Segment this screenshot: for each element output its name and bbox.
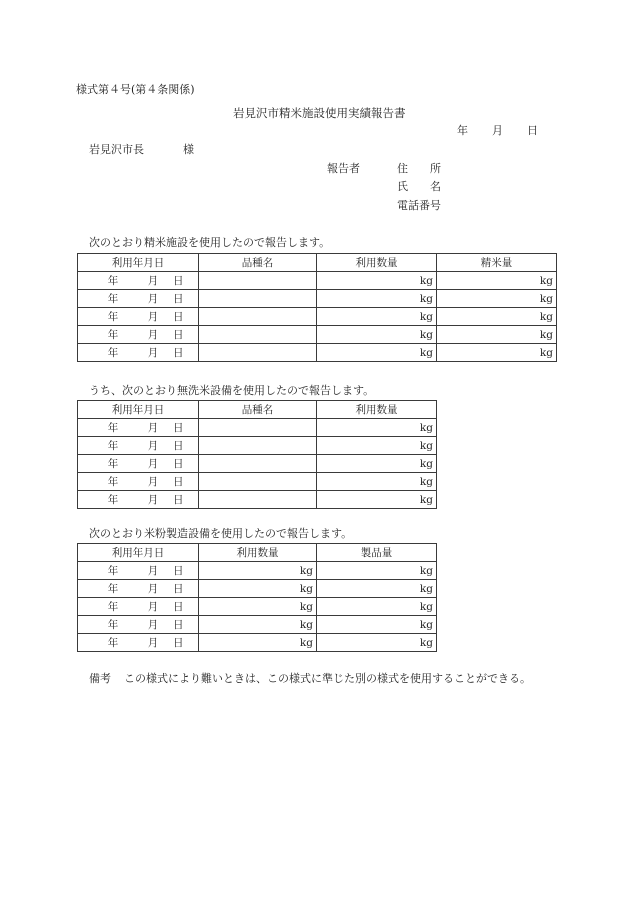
report-date-month: 月 xyxy=(492,124,503,137)
column-header: 利用年月日 xyxy=(78,544,199,562)
addressee-honorific: 様 xyxy=(183,143,194,156)
table-row xyxy=(78,290,557,308)
product-quantity-cell: kg xyxy=(317,580,437,598)
variety-cell xyxy=(199,326,317,344)
variety-cell xyxy=(199,491,317,509)
table-row xyxy=(78,634,437,652)
date-year: 年 xyxy=(107,493,119,506)
date-year: 年 xyxy=(107,618,119,631)
report-date-year: 年 xyxy=(457,124,468,137)
usage-date-cell xyxy=(78,562,199,580)
note-label: 備考 xyxy=(89,672,111,685)
date-day: 日 xyxy=(173,346,184,359)
usage-quantity-cell: kg xyxy=(317,344,437,362)
column-header: 利用数量 xyxy=(317,401,437,419)
date-month: 月 xyxy=(147,421,159,434)
reporter-label: 報告者 xyxy=(327,162,360,175)
date-month: 月 xyxy=(147,310,159,323)
date-day: 日 xyxy=(173,421,184,434)
table-row xyxy=(78,491,437,509)
reporter-phone-label: 電話番号 xyxy=(397,199,441,212)
column-header: 品種名 xyxy=(199,254,317,272)
usage-quantity-cell: kg xyxy=(317,491,437,509)
date-day: 日 xyxy=(173,582,184,595)
date-year: 年 xyxy=(107,457,119,470)
usage-quantity-cell: kg xyxy=(317,437,437,455)
usage-quantity-cell: kg xyxy=(317,290,437,308)
reporter-name-label: 氏 名 xyxy=(397,180,441,193)
variety-cell xyxy=(199,473,317,491)
date-year: 年 xyxy=(107,636,119,649)
variety-cell xyxy=(199,308,317,326)
usage-quantity-cell: kg xyxy=(317,326,437,344)
date-year: 年 xyxy=(107,475,119,488)
document-title: 岩見沢市精米施設使用実績報告書 xyxy=(233,106,406,120)
date-year: 年 xyxy=(107,439,119,452)
note-text: この様式により難いときは、この様式に準じた別の様式を使用することができる。 xyxy=(124,672,531,685)
usage-quantity-cell: kg xyxy=(317,419,437,437)
polished-quantity-cell: kg xyxy=(437,308,557,326)
polished-quantity-cell: kg xyxy=(437,272,557,290)
section2-intro: うち、次のとおり無洗米設備を使用したので報告します。 xyxy=(89,384,375,397)
variety-cell xyxy=(199,290,317,308)
date-day: 日 xyxy=(173,564,184,577)
usage-quantity-cell: kg xyxy=(317,308,437,326)
section2-table xyxy=(77,400,437,509)
table-row xyxy=(78,419,437,437)
usage-quantity-cell: kg xyxy=(199,580,317,598)
table-row xyxy=(78,344,557,362)
usage-date-cell xyxy=(78,580,199,598)
product-quantity-cell: kg xyxy=(317,598,437,616)
date-year: 年 xyxy=(107,346,119,359)
date-month: 月 xyxy=(147,493,159,506)
usage-date-cell xyxy=(78,437,199,455)
table-row xyxy=(78,437,437,455)
usage-date-cell xyxy=(78,344,199,362)
table-row xyxy=(78,616,437,634)
date-month: 月 xyxy=(147,600,159,613)
column-header: 利用数量 xyxy=(199,544,317,562)
date-month: 月 xyxy=(147,292,159,305)
date-day: 日 xyxy=(173,310,184,323)
date-month: 月 xyxy=(147,475,159,488)
product-quantity-cell: kg xyxy=(317,634,437,652)
section3-intro: 次のとおり米粉製造設備を使用したので報告します。 xyxy=(89,527,353,540)
variety-cell xyxy=(199,272,317,290)
column-header: 製品量 xyxy=(317,544,437,562)
date-month: 月 xyxy=(147,439,159,452)
usage-date-cell xyxy=(78,598,199,616)
column-header: 利用年月日 xyxy=(78,254,199,272)
polished-quantity-cell: kg xyxy=(437,290,557,308)
table-row xyxy=(78,326,557,344)
date-day: 日 xyxy=(173,636,184,649)
usage-quantity-cell: kg xyxy=(199,598,317,616)
date-month: 月 xyxy=(147,582,159,595)
usage-quantity-cell: kg xyxy=(199,562,317,580)
date-day: 日 xyxy=(173,274,184,287)
form-number: 様式第４号(第４条関係) xyxy=(76,83,195,96)
date-month: 月 xyxy=(147,618,159,631)
variety-cell xyxy=(199,344,317,362)
usage-date-cell xyxy=(78,634,199,652)
usage-date-cell xyxy=(78,290,199,308)
product-quantity-cell: kg xyxy=(317,616,437,634)
date-month: 月 xyxy=(147,636,159,649)
usage-quantity-cell: kg xyxy=(199,634,317,652)
table-row xyxy=(78,580,437,598)
usage-date-cell xyxy=(78,616,199,634)
usage-date-cell xyxy=(78,419,199,437)
date-day: 日 xyxy=(173,493,184,506)
product-quantity-cell: kg xyxy=(317,562,437,580)
date-year: 年 xyxy=(107,600,119,613)
usage-quantity-cell: kg xyxy=(317,272,437,290)
usage-quantity-cell: kg xyxy=(199,616,317,634)
date-day: 日 xyxy=(173,475,184,488)
date-day: 日 xyxy=(173,600,184,613)
date-year: 年 xyxy=(107,582,119,595)
date-month: 月 xyxy=(147,564,159,577)
addressee-name: 岩見沢市長 xyxy=(89,143,144,156)
table-header-row xyxy=(78,544,437,562)
date-year: 年 xyxy=(107,292,119,305)
table-header-row xyxy=(78,254,557,272)
section3-table xyxy=(77,543,437,652)
date-month: 月 xyxy=(147,328,159,341)
date-year: 年 xyxy=(107,328,119,341)
date-day: 日 xyxy=(173,328,184,341)
column-header: 利用数量 xyxy=(317,254,437,272)
section1-intro: 次のとおり精米施設を使用したので報告します。 xyxy=(89,236,331,249)
polished-quantity-cell: kg xyxy=(437,344,557,362)
date-day: 日 xyxy=(173,457,184,470)
table-row xyxy=(78,455,437,473)
usage-date-cell xyxy=(78,326,199,344)
date-day: 日 xyxy=(173,292,184,305)
report-date-day: 日 xyxy=(527,124,538,137)
table-row xyxy=(78,308,557,326)
date-month: 月 xyxy=(147,346,159,359)
table-row xyxy=(78,272,557,290)
date-year: 年 xyxy=(107,274,119,287)
table-row xyxy=(78,598,437,616)
table-row xyxy=(78,473,437,491)
date-day: 日 xyxy=(173,439,184,452)
date-year: 年 xyxy=(107,421,119,434)
usage-quantity-cell: kg xyxy=(317,473,437,491)
table-row xyxy=(78,562,437,580)
date-year: 年 xyxy=(107,564,119,577)
date-month: 月 xyxy=(147,274,159,287)
date-year: 年 xyxy=(107,310,119,323)
table-header-row xyxy=(78,401,437,419)
date-day: 日 xyxy=(173,618,184,631)
variety-cell xyxy=(199,437,317,455)
variety-cell xyxy=(199,455,317,473)
column-header: 品種名 xyxy=(199,401,317,419)
usage-date-cell xyxy=(78,272,199,290)
polished-quantity-cell: kg xyxy=(437,326,557,344)
variety-cell xyxy=(199,419,317,437)
column-header: 精米量 xyxy=(437,254,557,272)
usage-date-cell xyxy=(78,308,199,326)
usage-quantity-cell: kg xyxy=(317,455,437,473)
date-month: 月 xyxy=(147,457,159,470)
usage-date-cell xyxy=(78,455,199,473)
section1-table xyxy=(77,253,557,362)
column-header: 利用年月日 xyxy=(78,401,199,419)
usage-date-cell xyxy=(78,473,199,491)
usage-date-cell xyxy=(78,491,199,509)
reporter-address-label: 住 所 xyxy=(397,162,441,175)
